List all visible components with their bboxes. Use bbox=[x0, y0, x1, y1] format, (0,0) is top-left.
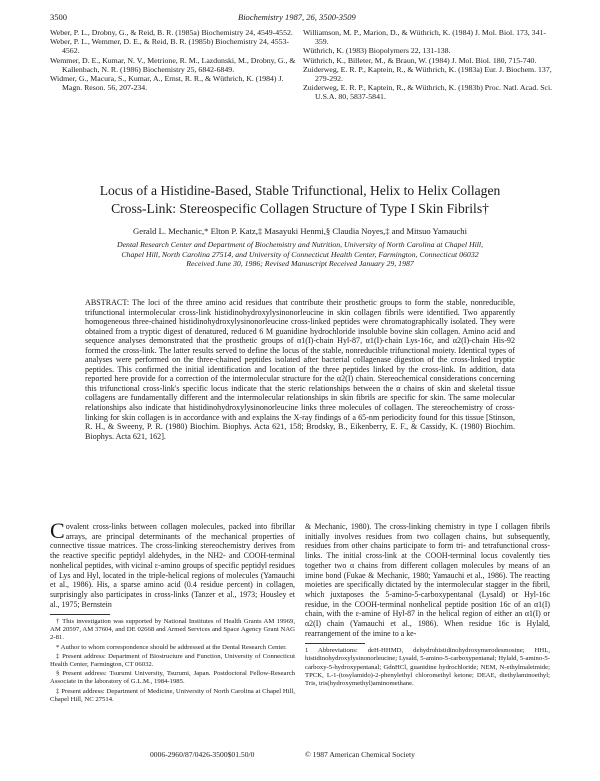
body-right-column bbox=[305, 522, 550, 688]
reference-item: Widmer, G., Macura, S., Kumar, A., Ernst, R. R., & Wüthrich, K. (1984) J. Magn. Reson. 56, 207-234. bbox=[50, 74, 284, 93]
reference-item: Weber, P. L., Wemmer, D. E., & Reid, B. R. (1985b) Biochemistry 24, 4553-4562. bbox=[50, 37, 289, 56]
footnote-divider bbox=[50, 614, 110, 615]
received-dates: Received June 30, 1986; Revised Manuscript Received January 29, 1987 bbox=[186, 259, 414, 269]
affiliation-line-2: Chapel Hill, North Carolina 27514, and University of Connecticut Health Center, Farmington, Connecticut 06032 bbox=[121, 249, 479, 259]
body-left-column bbox=[50, 518, 295, 705]
affiliation-line-1: Dental Research Center and Department of Biochemistry and Nutrition, University of North Carolina at Chapel Hill, bbox=[116, 240, 484, 249]
reference-item: Williamson, M. P., Marion, D., & Wüthrich, K. (1984) J. Mol. Biol. 173, 341-359. bbox=[303, 28, 546, 47]
article-code: 0006-2960/87/0426-3500$01.50/0 bbox=[150, 750, 255, 759]
footnote: § Present address: Tsurumi University, Tsurumi, Japan. Postdoctoral Fellow-Research Associate in the laboratory of G.L.M., 1984-1985. bbox=[50, 670, 295, 686]
reference-item: Weber, P. L., Drobny, G., & Reid, B. R. (1985a) Biochemistry 24, 4549-4552. bbox=[50, 28, 293, 37]
article-title bbox=[40, 182, 560, 218]
abstract-text: The loci of the three amino acid residues that contribute their prosthetic groups to form the stable, nonreducible, trifunctional intermolecular cross-link histidinohydroxylysinonorleucine in skin collagen fibrils were identified. Two apparently homogeneous three-chained histidinohydroxylysinonorleucine cross-linked peptides were chromatographically isolated. They were obtained from a tryptic digest of denatured, reduced 6 M guanidine hydrochloride insoluble bovine skin collagen. Amino acid and sequence analyses demonstrated that the prosthetic groups of α1(I)-chain Hyl-87, α1(I)-chain Lys-16c, and α2(I)-chain His-92 formed the cross-link. The latter results served to define the locus of the stable, nonreducible trifunctional moiety. Identical types of analyses were performed on the three-chained peptides isolated after bacterial collagenase digestion of the cross-linked tryptic peptides. This confirmed the initial identification and location of the three peptides linked by the cross-link. In addition, data reported here provide for a correction of the intermolecular structure for the α2(I) chain. Stereochemical considerations concerning this trifunctional cross-link's specific locus indicate that the steric relationships between the α chains of skin and skeletal tissue collagens are fundamentally different and the intermolecular relationships in skin fibrils are specific for skin. The same molecular relationships also indicate that histidinohydroxylysinonorleucine links three molecules of collagen. The stereochemistry of cross-linking for skin collagen is in accordance with and explains the X-ray findings of a 65-nm periodicity found for this tissue [Stinson, R. H., & Sweeny, P. R. (1980) Biochim. Biophys. Acta 621, 158; Brodsky, B., Eikenberry, E. F., & Cassidy, K. (1980) Biochim. Biophys. Acta 621, 162]. bbox=[85, 298, 515, 441]
footnote: ‡ Present address: Department of Medicine, University of North Carolina at Chapel Hill, Chapel Hill, NC 27514. bbox=[50, 687, 295, 703]
reference-item: Wüthrich, K. (1983) Biopolymers 22, 131-138. bbox=[303, 46, 451, 56]
affiliation bbox=[40, 240, 560, 269]
drop-cap: C bbox=[50, 518, 65, 543]
page-number: 3500 bbox=[50, 12, 67, 22]
footnote-divider bbox=[305, 643, 365, 644]
body-text: ovalent cross-links between collagen molecules, packed into fibrillar arrays, are principal determinants of the mechanical properties of connective tissue matrices. The cross-linking stereochemistry derives from the reactive specific peptidyl aldehydes, in the NH2- and COOH-terminal nonhelical peptides, with vicinal ε-amino groups of specific peptidyl residues of Lys and Hyl, located in the triple-helical regions of molecules (Yamauchi et al., 1986). His, a sparse amino acid (0.4 residue percent) in collagen, surprisingly also participates in cross-links (Tanzer et al., 1973; Housley et al., 1975; Bernstein bbox=[50, 522, 295, 609]
abstract bbox=[85, 298, 515, 441]
journal-citation: Biochemistry 1987, 26, 3500-3509 bbox=[238, 12, 356, 22]
reference-item: Zuiderweg, E. R. P., Kaptein, R., & Wüthrich, K. (1983a) Eur. J. Biochem. 137, 279-292. bbox=[303, 64, 552, 84]
references-left-column bbox=[50, 28, 300, 92]
reference-item: Wemmer, D. E., Kumar, N. V., Metrione, R. M., Lazdunski, M., Drobny, G., & Kallenbach, N. R. (1986) Biochemistry 25, 6842-6849. bbox=[50, 55, 296, 74]
footnote: † This investigation was supported by National Institutes of Health Grants AM 19969, AM 20597, AM 37604, and DE 02668 and Armed Services and Space Agency Grant NAG 2-81. bbox=[50, 618, 295, 642]
body-text: & Mechanic, 1980). The cross-linking chemistry in type I collagen fibrils initially involves residues from two collagen chains, but subsequently, residues from other chains participate to form tri- and tetrafunctional cross-links. The initial cross-link at the COOH-terminal locus covalently ties together two α chains from different collagen molecules by means of an imine bond (Fukae & Mechanic, 1980; Yamauchi et al., 1986). The reacting moieties are specifically dictated by the intermolecular stagger in the fibril, which juxtaposes the 5-amino-5-carboxypentanal (Lysald) or Hyl-16c residue, in the COOH-terminal nonhelical peptide position 16c of an α1(I) chain, with the ε-amine of Hyl-87 in the helical region of either an α1(I) or α2(I) chain (Yamauchi et al., 1986). When residue 16c is Hylald, rearrangement of the imine to a ke- bbox=[305, 522, 550, 638]
reference-item: Wüthrich, K., Billeter, M., & Braun, W. (1984) J. Mol. Biol. 180, 715-740. bbox=[303, 55, 537, 65]
title-line-1: Locus of a Histidine-Based, Stable Trifunctional, Helix to Helix Collagen bbox=[99, 183, 501, 198]
references-right-column bbox=[303, 28, 553, 102]
abstract-label: ABSTRACT: bbox=[85, 298, 130, 307]
title-line-2: Cross-Link: Stereospecific Collagen Structure of Type I Skin Fibrils† bbox=[111, 201, 489, 216]
footnote-abbreviations: 1 Abbreviations: deH-HHMD, dehydrohistidinohydroxymerodesmosine; HHL, histidinohydroxylysinonorleucine; Lysald, 5-amino-5-carboxypentanal; Hylald, 5-amino-5-carboxy-5-hydroxypentanal; GdnHCl, guanidine hydrochloride; NEM, N-ethylmaleimide; TPCK, L-1-(tosylamido)-2-phenylethyl chloromethyl ketone; DEAE, diethylaminoethyl; Tris, tris(hydroxymethyl)aminomethane. bbox=[305, 647, 550, 687]
reference-item: Zuiderweg, E. R. P., Kaptein, R., & Wüthrich, K. (1983b) Proc. Natl. Acad. Sci. U.S.A. 80, 5837-5841. bbox=[303, 83, 553, 102]
footnote: ‡ Present address: Department of Biostructure and Function, University of Connecticut Health Center, Farmington, CT 06032. bbox=[50, 652, 295, 669]
running-header bbox=[50, 12, 550, 26]
author-list: Gerald L. Mechanic,* Elton P. Katz,‡ Masayuki Henmi,§ Claudia Noyes,‡ and Mitsuo Yamauchi bbox=[133, 226, 467, 236]
footnote: * Author to whom correspondence should be addressed at the Dental Research Center. bbox=[56, 643, 287, 651]
copyright: © 1987 American Chemical Society bbox=[305, 750, 415, 759]
footnotes-left bbox=[50, 618, 295, 704]
